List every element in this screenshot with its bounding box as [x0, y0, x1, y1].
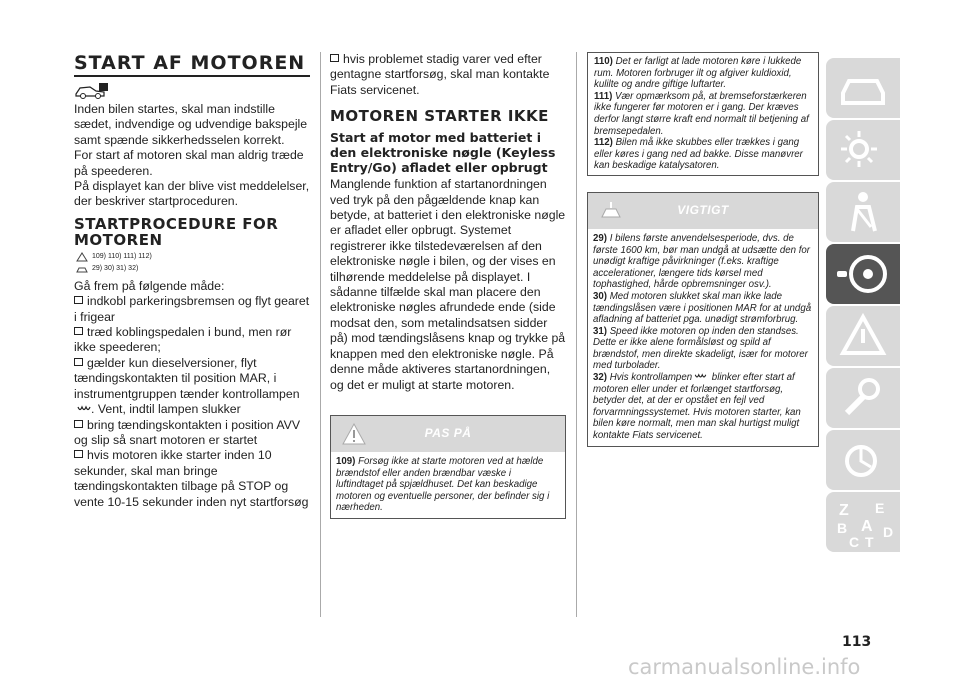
note-text: Speed ikke motoren op inden den standses. Dette er ikke alene formålsløst og spild af brændstof, men direkte skadeligt, især for motorer med turbolader. [593, 325, 808, 372]
page-number: 113 [842, 634, 872, 650]
intro-paragraph-1: Inden bilen startes, skal man indstille sædet, indvendige og udvendige bakspejle samt spænde sikkerhedsselen korrekt. [74, 102, 308, 147]
step-1 [74, 294, 310, 325]
index-letter: C [849, 534, 860, 549]
note-text: Forsøg ikke at starte motoren ved at hælde brændstof eller anden brændbar væske i luftindtaget på spjældhuset. Det kan beskadige motoren og eventuelle personer, der befinder sig i nærheden. [336, 455, 550, 514]
intro-paragraph-2: For start af motoren skal man aldrig træde på speederen. [74, 148, 304, 178]
important-band [588, 193, 818, 229]
maintenance-icon [835, 373, 891, 423]
important-box [587, 192, 819, 447]
emergency-icon [835, 311, 891, 361]
dashboard-lights-icon [835, 125, 891, 175]
section-title-startprocedure: STARTPROCEDURE FOR MOTOREN [74, 214, 279, 249]
glow-plug-icon [694, 373, 707, 380]
divider [576, 52, 577, 617]
important-box-title: VIGTIGT [677, 202, 729, 217]
warning-note-109 [331, 452, 565, 518]
note-text-suffix: blinker efter start af motoren eller under et forlænget startforsøg, betyder det, at der er opstået en fejl ved forvarmningssystemet. Hvis motoren starter, kan bilen køre normalt, men man skal hurtigst muligt kontakte Fiats servicenet. [593, 372, 801, 442]
important-32 [593, 372, 813, 442]
multimedia-icon [835, 435, 891, 485]
step-4-text: bring tændingskontakten i position AVV og slip så snart motoren er startet [74, 417, 301, 447]
car-manual-icon [74, 82, 310, 102]
chapter-sidebar [826, 58, 900, 554]
tab-emergency[interactable] [826, 306, 900, 366]
checkbox-icon [74, 327, 83, 335]
notes-box [587, 52, 819, 176]
step-6 [330, 52, 566, 98]
warning-box-title: PAS PÅ [424, 425, 472, 440]
warning-band [331, 416, 565, 452]
caution-hand-icon [76, 252, 88, 262]
note-number: 111) [594, 90, 613, 102]
step-4 [74, 418, 310, 449]
column-1 [74, 52, 310, 510]
step-3-suffix: . Vent, indtil lampen slukker [91, 402, 241, 417]
note-110 [594, 56, 812, 91]
checkbox-icon [330, 54, 339, 62]
step-5-text: hvis motoren ikke starter inden 10 sekunder, skal man bringe tændingskontakten tilbage på STOP og vente 10-15 sekunder inden nyt startforsøg [74, 448, 309, 509]
step-3-text: gælder kun dieselversioner, flyt tændingskontakten til position MAR, i instrumentgruppen tænder kontrollampen [74, 355, 300, 401]
important-30 [593, 291, 813, 326]
note-number: 29) [593, 232, 608, 244]
step-5 [74, 448, 310, 510]
note-number: 112) [594, 137, 613, 149]
step-2-text: træd koblingspedalen i bund, men rør ikke speederen; [74, 325, 292, 355]
checkbox-icon [74, 358, 83, 366]
section-title-motoren-starter-ikke: MOTOREN STARTER IKKE [330, 107, 549, 126]
note-number: 31) [593, 325, 608, 337]
tab-multimedia[interactable] [826, 430, 900, 490]
column-2 [330, 52, 566, 519]
note-text: I bilens første anvendelsesperiode, dvs. de første 1600 km, bør man undgå at udsætte den for unødigt kraftige påvirkninger (f.eks. kraftige accelerationer, længere tids kørsel med tophastighed, hårde opbremsninger osv.). [593, 232, 811, 291]
warnings-references [76, 264, 310, 274]
lead-text: Gå frem på følgende måde: [74, 278, 225, 293]
note-number: 32) [593, 372, 608, 384]
tab-maintenance[interactable] [826, 368, 900, 428]
step-2 [74, 325, 310, 356]
car-overview-icon [835, 63, 891, 113]
note-number: 30) [593, 290, 608, 302]
warnings-references-text: 29) 30) 31) 32) [92, 265, 139, 273]
step-3 [74, 356, 310, 418]
important-29 [593, 233, 813, 291]
warning-box [330, 415, 566, 519]
checkbox-icon [74, 420, 83, 428]
divider [320, 52, 321, 617]
checkbox-icon [74, 450, 83, 458]
note-112 [594, 137, 812, 172]
tab-index[interactable] [826, 492, 900, 552]
tab-safety[interactable] [826, 182, 900, 242]
note-number: 110) [594, 56, 613, 67]
index-letter: D [883, 524, 894, 540]
notes-references [76, 252, 310, 262]
index-letter: Z [839, 502, 849, 519]
subsection-title-keyless: Start af motor med batteriet i den elektroniske nøgle (Keyless Entry/Go) afladet eller opbrugt [330, 130, 556, 176]
index-letter: T [865, 534, 874, 549]
intro-paragraph-3: På displayet kan der blive vist meddelelser, der beskriver startproceduren. [74, 179, 310, 209]
tab-dashboard-lights[interactable] [826, 120, 900, 180]
index-letter: E [875, 500, 885, 516]
index-letter: B [837, 520, 848, 536]
safety-seatbelt-icon [835, 187, 891, 237]
index-letter: A [861, 518, 873, 535]
important-31 [593, 326, 813, 372]
step-1-text: indkobl parkeringsbremsen og flyt gearet i frigear [74, 294, 310, 324]
page-title: START AF MOTOREN [74, 52, 310, 77]
notes-references-text: 109) 110) 111) 112) [92, 253, 152, 261]
note-text: Vær opmærksom på, at bremseforstærkeren ikke fungerer før motoren er i gang. Der kræves derfor langt større kraft end normalt til betjening af bremsepedalen. [594, 90, 809, 137]
starting-driving-icon [835, 249, 891, 299]
keyless-body: Manglende funktion af startanordningen ved tryk på den pågældende knap kan betyde, at batteriet i den elektroniske nøgle er afladet eller opbrugt. Systemet registrerer ikke tilstedeværelsen af den elektroniske nøgle i bilen, og der vises en tilhørende meddelelse på displayet. I sådanne tilfælde skal man placere den elektroniske nøgles afrundede ende (side modsat den, som metalindsatsen sidder på) mod tændingslåsens knap og trykke på knappen med den elektroniske nøgle. På denne måde aktiveres startanordningen, og det er muligt at starte motoren. [330, 177, 566, 392]
checkbox-icon [74, 296, 83, 304]
tab-starting-driving[interactable] [826, 244, 900, 304]
note-text: Med motoren slukket skal man ikke lade tændingslåsen være i positionen MAR for at undgå afladning af batteriet pga. unødigt strømforbrug. [593, 290, 812, 326]
note-text: Bilen må ikke skubbes eller trækkes i gang eller køres i gang ned ad bakke. Disse manøvrer kan beskadige katalysatoren. [594, 137, 803, 172]
note-number: 109) [336, 455, 356, 467]
glow-plug-icon [77, 405, 91, 413]
column-3 [587, 52, 819, 447]
step-6-text: hvis problemet stadig varer ved efter gentagne startforsøg, skal man kontakte Fiats servicenet. [330, 52, 550, 97]
footer-watermark: carmanualsonline.info [628, 655, 861, 679]
note-111 [594, 91, 812, 137]
note-text: Hvis kontrollampen [609, 372, 693, 384]
index-icon [835, 497, 895, 549]
tab-car-overview[interactable] [826, 58, 900, 118]
car-warning-icon [76, 264, 88, 274]
note-text: Det er farligt at lade motoren køre i lukkede rum. Motoren forbruger ilt og afgiver kuldioxid, kulilte og andre giftige luftarter. [594, 56, 802, 91]
